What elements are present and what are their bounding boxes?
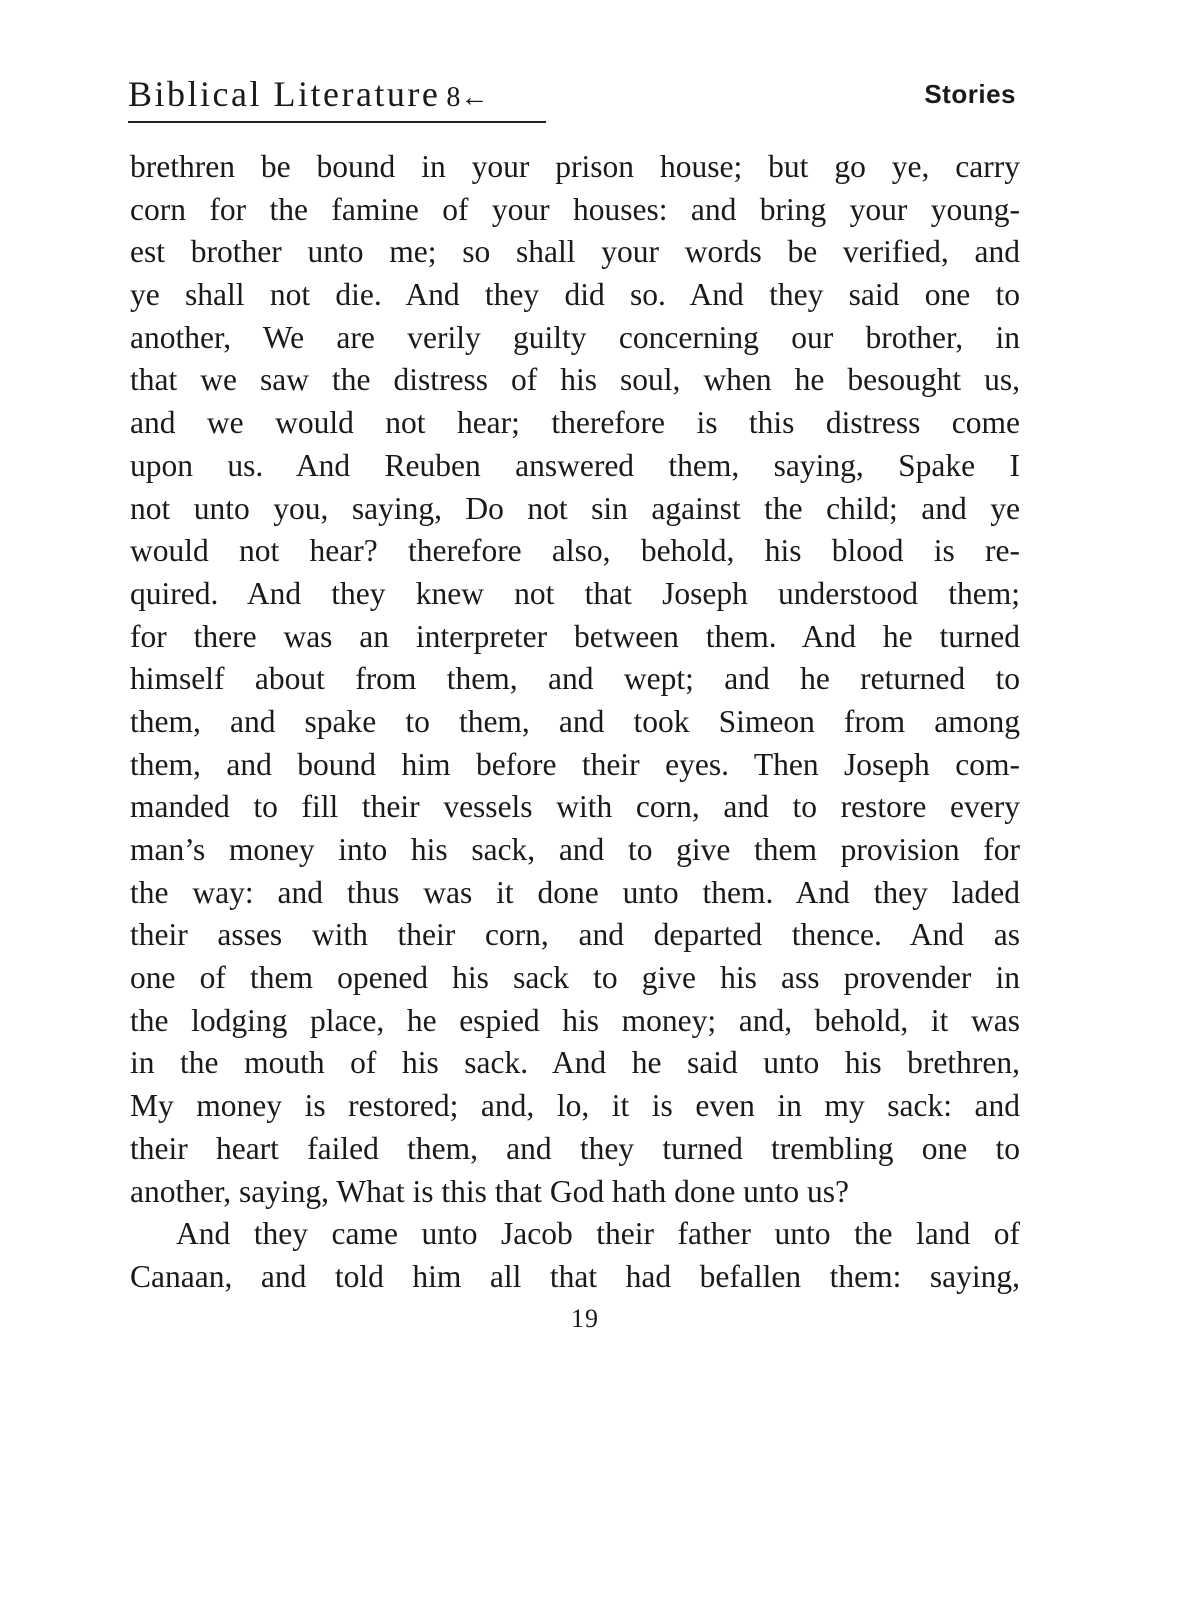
- text-line: and we would not hear; therefore is this distress come: [130, 405, 1020, 441]
- text-line: upon us. And Reuben answered them, saying, Spake I: [130, 447, 1020, 483]
- text-line: himself about from them, and wept; and he returned to: [130, 661, 1020, 697]
- text-line: My money is restored; and, lo, it is even in my sack: and: [130, 1088, 1020, 1124]
- book-title: [128, 72, 488, 120]
- book-title-text: Biblical Literature: [128, 74, 441, 114]
- text-line: another, saying, What is this that God hath done unto us?: [130, 1173, 850, 1209]
- paragraph-first-line: And they came unto Jacob their father unto the land of: [176, 1216, 1020, 1252]
- text-line: them, and bound him before their eyes. Then Joseph com-: [130, 746, 1020, 782]
- text-line: in the mouth of his sack. And he said unto his brethren,: [130, 1045, 1020, 1081]
- text-line: one of them opened his sack to give his ass provender in: [130, 960, 1020, 996]
- text-line: them, and spake to them, and took Simeon from among: [130, 703, 1020, 739]
- text-line: that we saw the distress of his soul, when he besought us,: [130, 362, 1020, 398]
- text-line: not unto you, saying, Do not sin against the child; and ye: [130, 490, 1020, 526]
- text-line: brethren be bound in your prison house; but go ye, carry: [130, 149, 1020, 184]
- running-head: [128, 72, 1016, 120]
- text-line: their heart failed them, and they turned trembling one to: [130, 1130, 1020, 1166]
- text-line: the lodging place, he espied his money; and, behold, it was: [130, 1002, 1020, 1038]
- text-line: for there was an interpreter between them. And he turned: [130, 618, 1020, 654]
- text-line: Canaan, and told him all that had befallen them: saying,: [130, 1258, 1020, 1294]
- text-line: manded to fill their vessels with corn, and to restore every: [130, 789, 1020, 825]
- text-line: quired. And they knew not that Joseph understood them;: [130, 575, 1020, 611]
- text-line: ye shall not die. And they did so. And they said one to: [130, 277, 1020, 313]
- running-head-rule: [128, 121, 546, 123]
- text-line: the way: and thus was it done unto them. And they laded: [130, 874, 1020, 910]
- text-line: corn for the famine of your houses: and bring your young-: [130, 191, 1020, 227]
- text-line: est brother unto me; so shall your words be verified, and: [130, 234, 1020, 270]
- section-title: Stories: [924, 79, 1016, 109]
- text-line: their asses with their corn, and departed thence. And as: [130, 917, 1020, 953]
- text-line: would not hear? therefore also, behold, his blood is re-: [130, 533, 1020, 569]
- text-line: another, We are verily guilty concerning our brother, in: [130, 319, 1020, 355]
- body-text: [130, 146, 1020, 1299]
- text-line: man’s money into his sack, and to give them provision for: [130, 832, 1020, 867]
- page-number: 19: [571, 1304, 599, 1333]
- fleuron-ornament: 8←: [446, 82, 489, 113]
